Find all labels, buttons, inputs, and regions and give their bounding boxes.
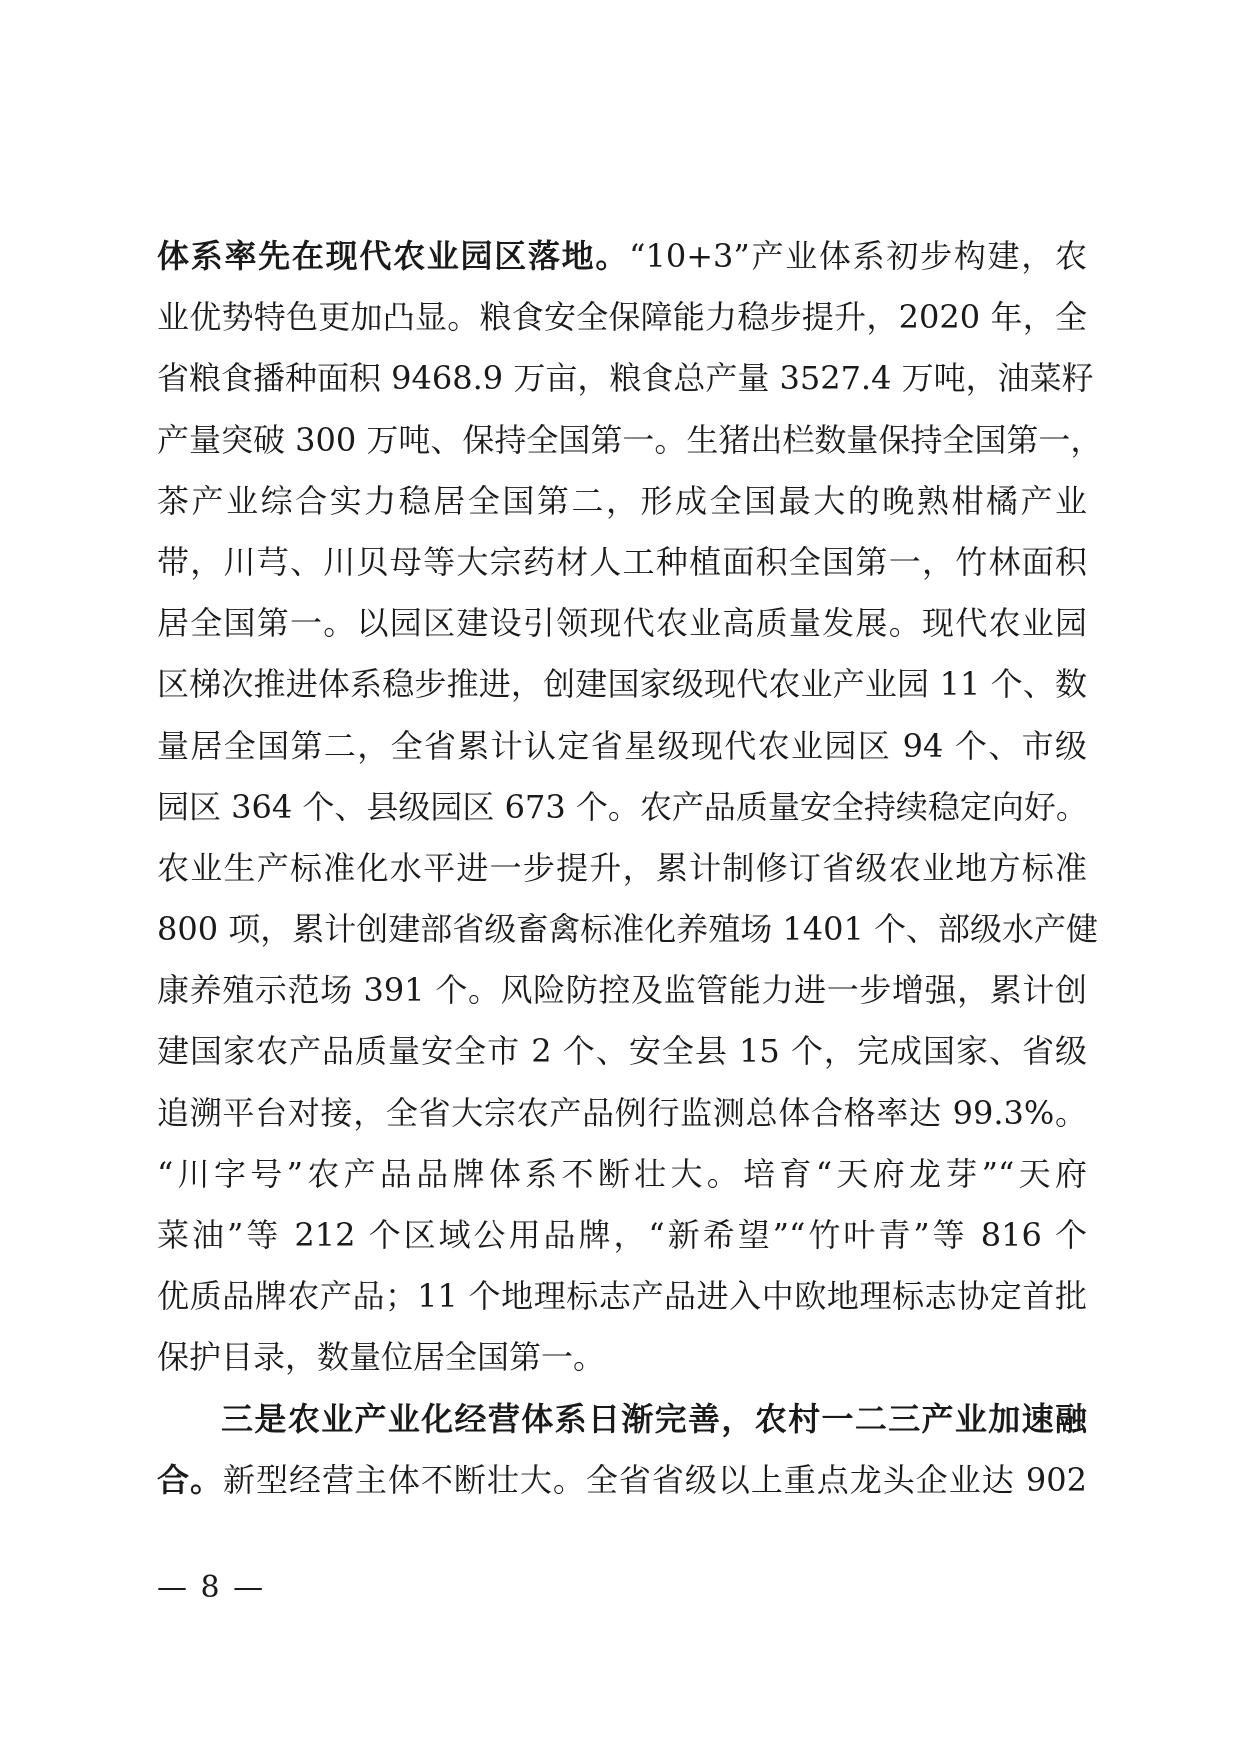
text-line: [157, 777, 1087, 838]
text-line: [157, 593, 1087, 654]
text-line: [157, 1327, 1087, 1388]
bold-text: 三是农业产业化经营体系日渐完善，农村一二三产业加速融: [221, 1399, 1087, 1438]
text-line: [157, 1083, 1087, 1144]
text-line: [157, 287, 1087, 348]
text-line: [157, 348, 1094, 409]
text-line: [157, 1205, 1087, 1266]
line-text: 量居全国第二，全省累计认定省星级现代农业园区 94 个、市级: [157, 726, 1087, 765]
line-text: 保护目录，数量位居全国第一。: [157, 1338, 606, 1377]
text-line: [157, 1266, 1087, 1327]
line-text: 带，川芎、川贝母等大宗药材人工种植面积全国第一，竹林面积: [157, 542, 1087, 581]
line-text: 省粮食播种面积 9468.9 万亩，粮食总产量 3527.4 万吨，油菜籽: [157, 359, 1094, 398]
text-line: [157, 410, 1103, 471]
line-text: 优质品牌农产品；11 个地理标志产品进入中欧地理标志协定首批: [157, 1277, 1087, 1316]
line-text: “10+3”产业体系初步构建，农: [629, 237, 1087, 275]
line-text: 产量突破 300 万吨、保持全国第一。生猪出栏数量保持全国第一，: [157, 420, 1103, 459]
line-text: 菜油”等 212 个区域公用品牌，“新希望”“竹叶青”等 816 个: [157, 1216, 1087, 1254]
line-text: 业优势特色更加凸显。粮食安全保障能力稳步提升，2020 年，全: [157, 298, 1087, 337]
document-body: [157, 226, 1103, 1511]
text-line: [157, 1144, 1087, 1205]
line-text: 建国家农产品质量安全市 2 个、安全县 15 个，完成国家、省级: [157, 1032, 1087, 1071]
line-text: 区梯次推进体系稳步推进，创建国家级现代农业产业园 11 个、数: [157, 665, 1087, 704]
text-line: [157, 960, 1087, 1021]
bold-text: 体系率先在现代农业园区落地。: [157, 237, 630, 275]
text-line: [157, 532, 1087, 593]
text-line: [157, 1450, 1087, 1511]
text-line: [157, 716, 1087, 777]
text-line: [157, 226, 1087, 287]
text-line: [157, 471, 1087, 532]
line-text: 800 项，累计创建部省级畜禽标准化养殖场 1401 个、部级水产健: [157, 910, 1099, 949]
text-line: [157, 838, 1087, 899]
line-text: 追溯平台对接，全省大宗农产品例行监测总体合格率达 99.3%。: [157, 1093, 1087, 1132]
text-line: [157, 1021, 1087, 1082]
line-text: 康养殖示范场 391 个。风险防控及监管能力进一步增强，累计创: [157, 971, 1087, 1010]
line-text: “川字号”农产品品牌体系不断壮大。培育“天府龙芽”“天府: [157, 1154, 1087, 1193]
line-text: 新型经营主体不断壮大。全省省级以上重点龙头企业达 902: [222, 1460, 1087, 1499]
line-text: 园区 364 个、县级园区 673 个。农产品质量安全持续稳定向好。: [157, 787, 1088, 826]
text-line: [157, 899, 1099, 960]
page-number: — 8 —: [157, 1570, 266, 1605]
bold-text: 合。: [157, 1460, 223, 1499]
line-text: 居全国第一。以园区建设引领现代农业高质量发展。现代农业园: [157, 604, 1087, 643]
text-line: [157, 654, 1087, 715]
line-text: 农业生产标准化水平进一步提升，累计制修订省级农业地方标准: [157, 848, 1087, 887]
line-text: 茶产业综合实力稳居全国第二，形成全国最大的晚熟柑橘产业: [157, 481, 1087, 520]
text-line: [157, 1389, 1087, 1450]
